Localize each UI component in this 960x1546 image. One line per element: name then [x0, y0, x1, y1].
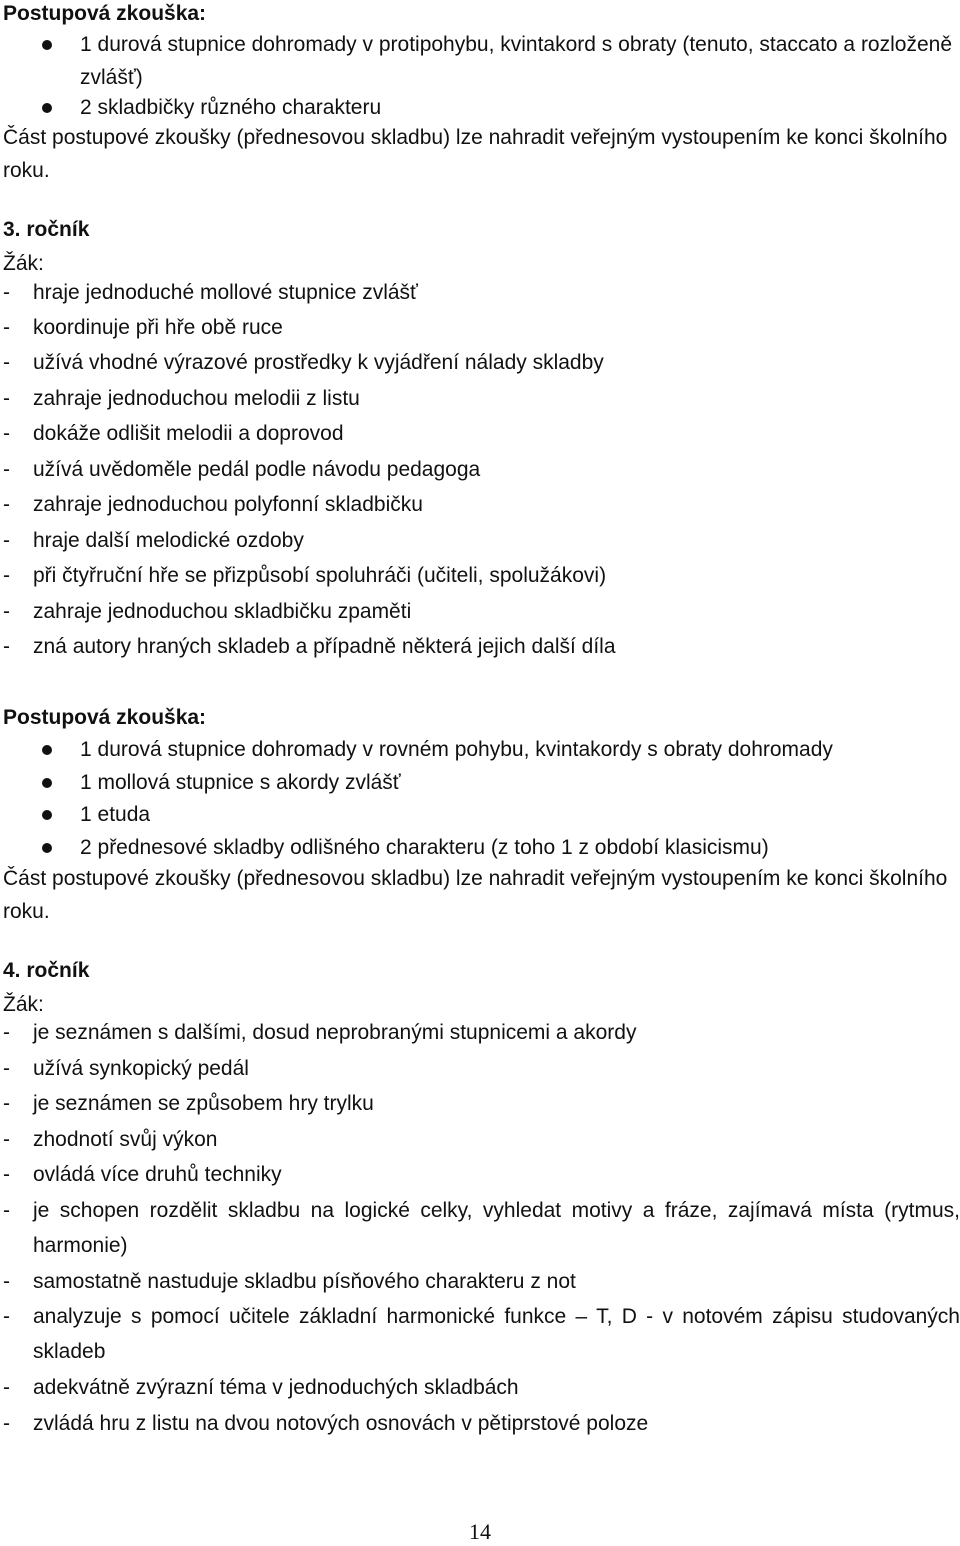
list-item-text: 1 durová stupnice dohromady v protipohybu, kvintakord s obraty (tenuto, staccato a rozloženě zvlášť) [80, 33, 952, 89]
list-item-text: koordinuje při hře obě ruce [33, 316, 283, 339]
dash-marker: - [3, 564, 10, 587]
list-item [0, 345, 960, 380]
list-item-text: 2 přednesové skladby odlišného charakteru (z toho 1 z období klasicismu) [80, 836, 769, 859]
list-item-text: zná autory hraných skladeb a případně některá jejich další díla [33, 635, 616, 658]
bullet-icon [42, 40, 52, 50]
bullet-icon [42, 843, 52, 853]
list-item-text: je seznámen s dalšími, dosud neprobranými stupnicemi a akordy [33, 1021, 637, 1044]
bullet-icon [42, 810, 52, 820]
list-item-text: 1 durová stupnice dohromady v rovném pohybu, kvintakordy s obraty dohromady [80, 738, 833, 761]
bullet-icon [42, 103, 52, 113]
dash-marker: - [3, 1305, 10, 1328]
list-item [0, 91, 960, 124]
dash-marker: - [3, 458, 10, 481]
bullet-icon [42, 778, 52, 788]
dash-marker: - [3, 281, 10, 304]
list-item-text: je seznámen se způsobem hry trylku [33, 1092, 374, 1115]
dash-marker: - [3, 316, 10, 339]
dash-marker: - [3, 1092, 10, 1115]
list-item-text: ovládá více druhů techniky [33, 1163, 282, 1186]
list-item [0, 1051, 960, 1086]
list-item [0, 1157, 960, 1192]
list-item [0, 1264, 960, 1299]
dash-marker: - [3, 1057, 10, 1080]
dash-marker: - [3, 1021, 10, 1044]
list-item [0, 831, 960, 864]
list-item [0, 1015, 960, 1050]
list-item-text: zhodnotí svůj výkon [33, 1128, 218, 1151]
list-item-text: užívá synkopický pedál [33, 1057, 249, 1080]
list-item [0, 1122, 960, 1157]
dash-marker: - [3, 1163, 10, 1186]
list-item [0, 381, 960, 416]
list-item-text: zahraje jednoduchou skladbičku zpaměti [33, 600, 412, 623]
list-item-text: hraje jednoduché mollové stupnice zvlášť [33, 281, 418, 304]
list-item [0, 733, 960, 766]
list-item [0, 798, 960, 831]
list-item-text: 1 etuda [80, 803, 151, 826]
list-item [0, 1299, 960, 1363]
dash-marker: - [3, 493, 10, 516]
grade-title: 3. ročník [3, 218, 90, 241]
list-item [0, 310, 960, 345]
list-item [0, 594, 960, 629]
exam-heading: Postupová zkouška: [3, 706, 207, 729]
list-item [0, 1086, 960, 1121]
list-item-text: 2 skladbičky různého charakteru [80, 96, 382, 119]
list-item [0, 452, 960, 487]
list-item-text: zvládá hru z listu na dvou notových osnovách v pětiprstové poloze [33, 1412, 649, 1435]
list-item-text: při čtyřruční hře se přizpůsobí spoluhráči (učiteli, spolužákovi) [33, 564, 607, 587]
list-item [0, 629, 960, 664]
list-item-text: zahraje jednoduchou melodii z listu [33, 387, 360, 410]
dash-marker: - [3, 1412, 10, 1435]
list-item [0, 1193, 960, 1257]
list-item-text: dokáže odlišit melodii a doprovod [33, 422, 344, 445]
list-item-text: užívá uvědoměle pedál podle návodu pedagoga [33, 458, 481, 481]
grade-title: 4. ročník [3, 959, 90, 982]
dash-marker: - [3, 635, 10, 658]
list-item-text: zahraje jednoduchou polyfonní skladbičku [33, 493, 423, 516]
list-item [0, 558, 960, 593]
list-item [0, 1406, 960, 1441]
list-item [0, 416, 960, 451]
exam-note: Část postupové zkoušky (přednesovou skladbu) lze nahradit veřejným vystoupením ke konci školního roku. [3, 867, 948, 923]
exam-note: Část postupové zkoušky (přednesovou skladbu) lze nahradit veřejným vystoupením ke konci školního roku. [3, 126, 948, 182]
list-item-text: analyzuje s pomocí učitele základní harmonické funkce – T, D - v notovém zápisu studovaných skladeb [33, 1305, 960, 1363]
list-item [0, 1370, 960, 1405]
exam-heading: Postupová zkouška: [3, 2, 207, 25]
dash-marker: - [3, 1199, 10, 1222]
list-item-text: adekvátně zvýrazní téma v jednoduchých skladbách [33, 1376, 519, 1399]
list-item [0, 28, 960, 89]
list-item-text: 1 mollová stupnice s akordy zvlášť [80, 771, 401, 794]
page-number: 14 [469, 1519, 491, 1544]
list-item [0, 523, 960, 558]
dash-marker: - [3, 351, 10, 374]
dash-marker: - [3, 529, 10, 552]
list-item [0, 766, 960, 799]
bullet-icon [42, 745, 52, 755]
dash-marker: - [3, 600, 10, 623]
dash-marker: - [3, 422, 10, 445]
dash-marker: - [3, 1376, 10, 1399]
dash-marker: - [3, 1128, 10, 1151]
list-item-text: hraje další melodické ozdoby [33, 529, 304, 552]
dash-marker: - [3, 1270, 10, 1293]
dash-marker: - [3, 387, 10, 410]
list-item [0, 275, 960, 310]
list-item-text: samostatně nastuduje skladbu písňového charakteru z not [33, 1270, 576, 1293]
student-label: Žák: [3, 252, 44, 275]
list-item-text: je schopen rozdělit skladbu na logické celky, vyhledat motivy a fráze, zajímavá místa (rytmus, harmonie) [33, 1199, 960, 1257]
list-item [0, 487, 960, 522]
student-label: Žák: [3, 993, 44, 1016]
list-item-text: užívá vhodné výrazové prostředky k vyjádření nálady skladby [33, 351, 604, 374]
